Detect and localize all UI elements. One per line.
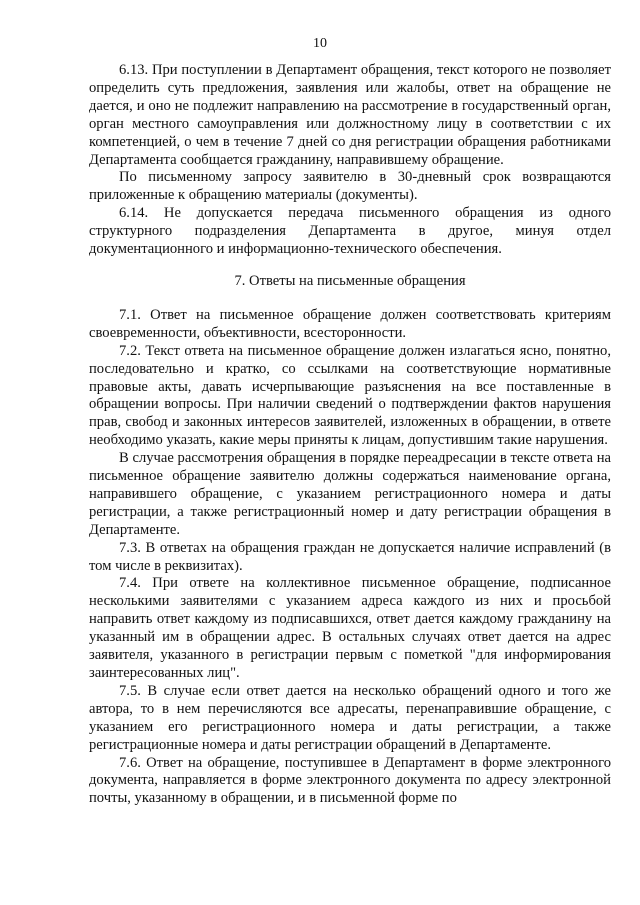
document-body: [89, 62, 611, 808]
paragraph-redirect-answer: В случае рассмотрения обращения в порядке переадресации в тексте ответа на письменное обращение заявителю должны содержаться наименование органа, направившего обращение, с указанием регистрационного номера и даты регистрации, а также регистрационный номер и дату регистрации обращения в Департаменте.: [89, 450, 611, 538]
paragraph-7-4: 7.4. При ответе на коллективное письменное обращение, подписанное несколькими заявителями с указанием адреса каждого из них и просьбой направить ответ каждому из подписавшихся, ответ дается каждому гражданину на указанный им в обращении адрес. В остальных случаях ответ дается на адрес заявителя, указанного в регистрации первым с пометкой "для информирования заинтересованных лиц".: [89, 575, 611, 681]
section-heading: 7. Ответы на письменные обращения: [234, 272, 466, 289]
paragraph-7-2: 7.2. Текст ответа на письменное обращение должен излагаться ясно, понятно, последовательно и кратко, со ссылками на соответствующие нормативные правовые акты, давать исчерпывающие разъяснения на все поставленные в обращении вопросы. При наличии сведений о подтверждении фактов нарушения прав, свобод и законных интересов заявителей, изложенных в обращении, в ответе необходимо указать, какие меры приняты к лицам, допустившим такие нарушения.: [89, 342, 611, 449]
paragraph-7-6: 7.6. Ответ на обращение, поступившее в Департамент в форме электронного документа, направляется в форме электронного документа по адресу электронной почты, указанному в обращении, и в письменной форме по: [89, 754, 611, 807]
paragraph-6-13: 6.13. При поступлении в Департамент обращения, текст которого не позволяет определить суть предложения, заявления или жалобы, ответ на обращение не дается, и оно не подлежит направлению на рассмотрение в государственный орган, орган местного самоуправления или должностному лицу в соответствии с их компетенцией, о чем в течение 7 дней со дня регистрации обращения работниками Департамента сообщается гражданину, направившему обращение.: [89, 62, 611, 168]
paragraph-7-5: 7.5. В случае если ответ дается на несколько обращений одного и того же автора, то в нем перечисляются все адресаты, перенаправившие обращение, с указанием его регистрационного номера и даты регистрации, а также регистрационные номера и даты регистрации обращений в Департаменте.: [89, 682, 611, 753]
paragraph-7-1: 7.1. Ответ на письменное обращение должен соответствовать критериям своевременности, объективности, всесторонности.: [89, 306, 611, 341]
paragraph-7-3: 7.3. В ответах на обращения граждан не допускается наличие исправлений (в том числе в реквизитах).: [89, 539, 611, 574]
page-number: 10: [313, 36, 327, 51]
paragraph-6-14: 6.14. Не допускается передача письменного обращения из одного структурного подразделения Департамента в другое, минуя отдел документационного и информационно-технического обеспечения.: [89, 205, 611, 258]
paragraph-return-materials: По письменному запросу заявителю в 30-дневный срок возвращаются приложенные к обращению материалы (документы).: [89, 169, 611, 204]
